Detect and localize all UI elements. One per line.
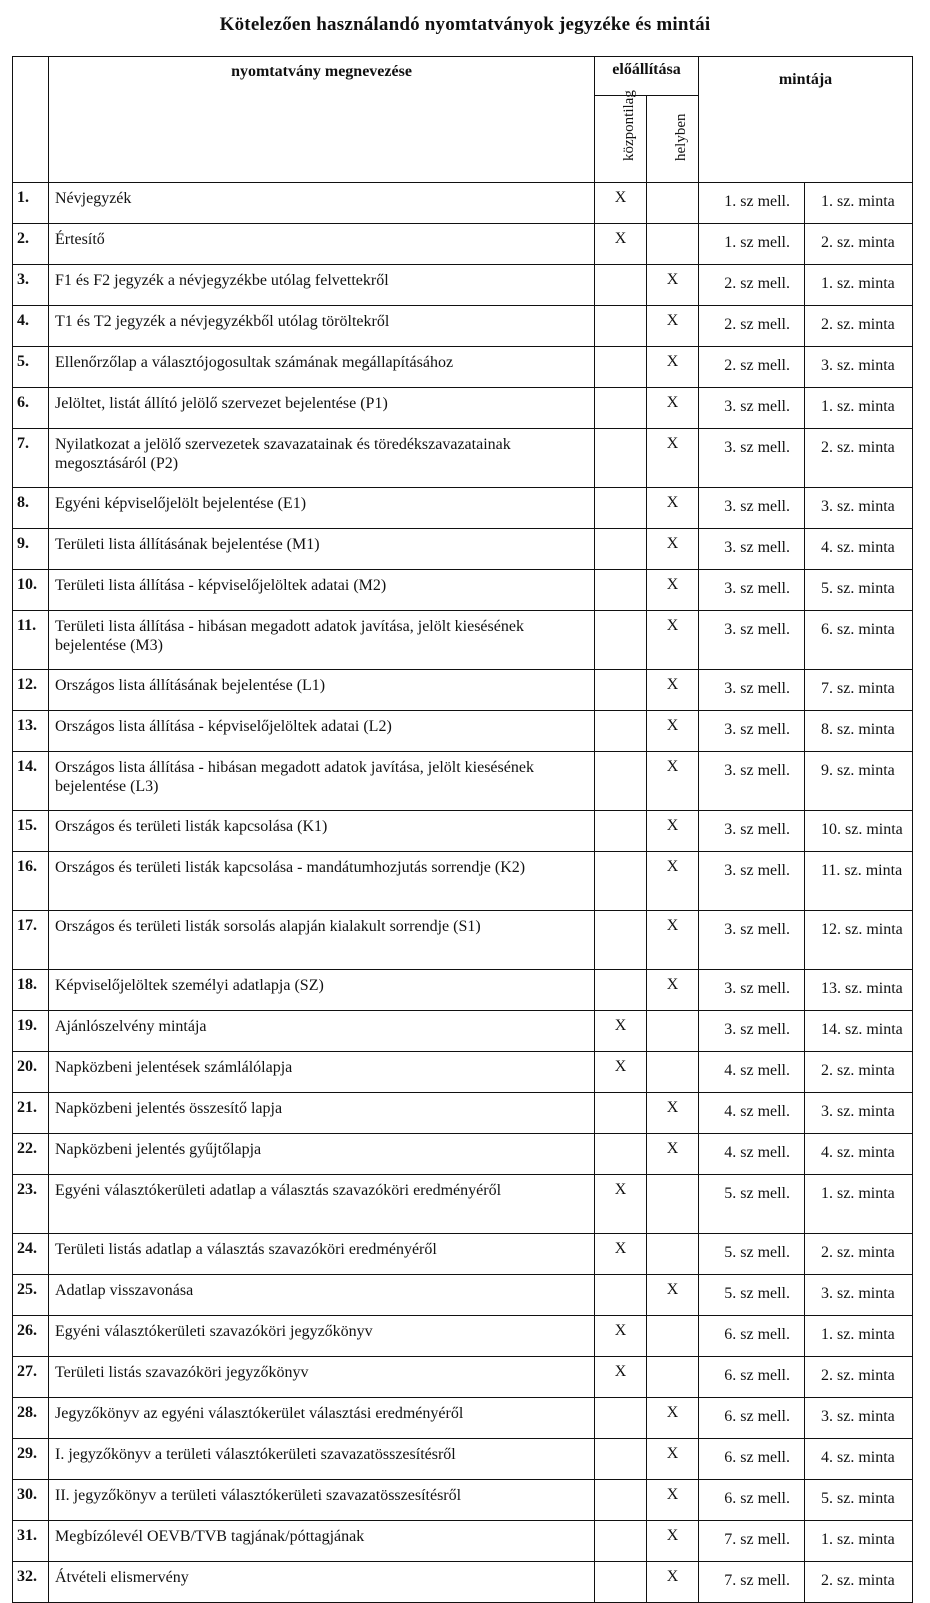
row-name: Ellenőrzőlap a választójogosultak számának megállapításához <box>49 347 595 388</box>
row-number: 12. <box>13 670 49 711</box>
row-sample: 3. sz. minta <box>805 347 913 388</box>
row-name: F1 és F2 jegyzék a névjegyzékbe utólag felvettekről <box>49 265 595 306</box>
table-row <box>13 1521 913 1562</box>
row-name: Területi listás szavazóköri jegyzőkönyv <box>49 1357 595 1398</box>
row-central: X <box>595 1234 647 1275</box>
row-name: Jegyzőkönyv az egyéni választókerület választási eredményéről <box>49 1398 595 1439</box>
row-number: 17. <box>13 911 49 970</box>
row-sample: 1. sz. minta <box>805 388 913 429</box>
header-number <box>13 57 49 183</box>
row-number: 19. <box>13 1011 49 1052</box>
row-annex: 5. sz mell. <box>699 1275 805 1316</box>
row-sample: 12. sz. minta <box>805 911 913 970</box>
row-annex: 3. sz mell. <box>699 570 805 611</box>
table-row <box>13 1275 913 1316</box>
row-sample: 7. sz. minta <box>805 670 913 711</box>
row-local: X <box>647 1093 699 1134</box>
row-annex: 7. sz mell. <box>699 1562 805 1603</box>
row-sample: 8. sz. minta <box>805 711 913 752</box>
row-central: X <box>595 1052 647 1093</box>
table-row <box>13 1052 913 1093</box>
row-sample: 3. sz. minta <box>805 1398 913 1439</box>
table-body <box>13 183 913 1603</box>
table-row <box>13 1398 913 1439</box>
row-central <box>595 1093 647 1134</box>
table-row <box>13 347 913 388</box>
row-central <box>595 1480 647 1521</box>
row-central: X <box>595 1011 647 1052</box>
row-number: 22. <box>13 1134 49 1175</box>
row-number: 1. <box>13 183 49 224</box>
row-sample: 5. sz. minta <box>805 570 913 611</box>
row-number: 14. <box>13 752 49 811</box>
row-sample: 2. sz. minta <box>805 429 913 488</box>
header-local: helyben <box>647 96 699 183</box>
row-annex: 3. sz mell. <box>699 388 805 429</box>
row-annex: 3. sz mell. <box>699 670 805 711</box>
row-name: Országos lista állításának bejelentése (L1) <box>49 670 595 711</box>
table-row <box>13 611 913 670</box>
table-row <box>13 570 913 611</box>
row-annex: 3. sz mell. <box>699 970 805 1011</box>
row-name: Adatlap visszavonása <box>49 1275 595 1316</box>
row-central <box>595 388 647 429</box>
header-name: nyomtatvány megnevezése <box>49 57 595 183</box>
row-central <box>595 429 647 488</box>
row-annex: 3. sz mell. <box>699 852 805 911</box>
row-central: X <box>595 1175 647 1234</box>
row-central: X <box>595 1357 647 1398</box>
table-row <box>13 388 913 429</box>
row-number: 24. <box>13 1234 49 1275</box>
row-number: 3. <box>13 265 49 306</box>
row-number: 27. <box>13 1357 49 1398</box>
row-number: 9. <box>13 529 49 570</box>
row-annex: 7. sz mell. <box>699 1521 805 1562</box>
row-central <box>595 970 647 1011</box>
row-annex: 3. sz mell. <box>699 429 805 488</box>
row-name: T1 és T2 jegyzék a névjegyzékből utólag töröltekről <box>49 306 595 347</box>
row-annex: 3. sz mell. <box>699 529 805 570</box>
row-number: 30. <box>13 1480 49 1521</box>
row-local: X <box>647 852 699 911</box>
row-name: Nyilatkozat a jelölő szervezetek szavazatainak és töredékszavazatainak megosztásáról (P2) <box>49 429 595 488</box>
row-name: Napközbeni jelentés összesítő lapja <box>49 1093 595 1134</box>
header-central: központilag <box>595 96 647 183</box>
row-local <box>647 1234 699 1275</box>
row-central <box>595 488 647 529</box>
row-sample: 5. sz. minta <box>805 1480 913 1521</box>
row-annex: 3. sz mell. <box>699 611 805 670</box>
row-central <box>595 347 647 388</box>
row-local: X <box>647 1275 699 1316</box>
table-row <box>13 183 913 224</box>
table-row <box>13 1234 913 1275</box>
row-local: X <box>647 611 699 670</box>
row-annex: 6. sz mell. <box>699 1398 805 1439</box>
row-annex: 4. sz mell. <box>699 1052 805 1093</box>
row-sample: 11. sz. minta <box>805 852 913 911</box>
row-annex: 6. sz mell. <box>699 1480 805 1521</box>
row-name: Országos lista állítása - hibásan megadott adatok javítása, jelölt kiesésének bejelentése (L3) <box>49 752 595 811</box>
row-number: 23. <box>13 1175 49 1234</box>
row-name: Országos lista állítása - képviselőjelöltek adatai (L2) <box>49 711 595 752</box>
row-name: Napközbeni jelentések számlálólapja <box>49 1052 595 1093</box>
row-central <box>595 1521 647 1562</box>
row-local: X <box>647 429 699 488</box>
row-local <box>647 183 699 224</box>
row-central <box>595 570 647 611</box>
row-central: X <box>595 224 647 265</box>
row-local <box>647 1357 699 1398</box>
row-annex: 5. sz mell. <box>699 1175 805 1234</box>
table-row <box>13 306 913 347</box>
row-sample: 1. sz. minta <box>805 1175 913 1234</box>
row-central <box>595 306 647 347</box>
row-sample: 3. sz. minta <box>805 1275 913 1316</box>
table-row <box>13 224 913 265</box>
row-local: X <box>647 911 699 970</box>
row-central <box>595 529 647 570</box>
row-local: X <box>647 1562 699 1603</box>
row-central <box>595 265 647 306</box>
row-number: 25. <box>13 1275 49 1316</box>
row-local: X <box>647 265 699 306</box>
row-local: X <box>647 306 699 347</box>
table-row <box>13 711 913 752</box>
row-annex: 3. sz mell. <box>699 488 805 529</box>
row-local: X <box>647 1439 699 1480</box>
table-row <box>13 429 913 488</box>
row-local <box>647 1011 699 1052</box>
row-number: 10. <box>13 570 49 611</box>
row-number: 2. <box>13 224 49 265</box>
page-title: Kötelezően használandó nyomtatványok jegyzéke és mintái <box>219 14 711 35</box>
row-name: Területi lista állítása - képviselőjelöltek adatai (M2) <box>49 570 595 611</box>
table-row <box>13 852 913 911</box>
row-sample: 2. sz. minta <box>805 1562 913 1603</box>
row-annex: 2. sz mell. <box>699 347 805 388</box>
row-local: X <box>647 488 699 529</box>
table-row <box>13 752 913 811</box>
row-local: X <box>647 670 699 711</box>
row-sample: 2. sz. minta <box>805 1052 913 1093</box>
table-row <box>13 1439 913 1480</box>
row-name: Napközbeni jelentés gyűjtőlapja <box>49 1134 595 1175</box>
row-name: Országos és területi listák sorsolás alapján kialakult sorrendje (S1) <box>49 911 595 970</box>
row-name: Területi listás adatlap a választás szavazóköri eredményéről <box>49 1234 595 1275</box>
row-number: 6. <box>13 388 49 429</box>
row-name: Egyéni választókerületi szavazóköri jegyzőkönyv <box>49 1316 595 1357</box>
row-name: Átvételi elismervény <box>49 1562 595 1603</box>
row-number: 26. <box>13 1316 49 1357</box>
row-annex: 1. sz mell. <box>699 183 805 224</box>
row-sample: 14. sz. minta <box>805 1011 913 1052</box>
row-central <box>595 1562 647 1603</box>
row-sample: 1. sz. minta <box>805 183 913 224</box>
row-central: X <box>595 183 647 224</box>
row-sample: 1. sz. minta <box>805 1521 913 1562</box>
table-row <box>13 970 913 1011</box>
row-annex: 3. sz mell. <box>699 752 805 811</box>
row-number: 29. <box>13 1439 49 1480</box>
row-number: 28. <box>13 1398 49 1439</box>
row-central <box>595 611 647 670</box>
row-name: Jelöltet, listát állító jelölő szervezet bejelentése (P1) <box>49 388 595 429</box>
row-name: Egyéni választókerületi adatlap a választás szavazóköri eredményéről <box>49 1175 595 1234</box>
row-central <box>595 1134 647 1175</box>
row-number: 32. <box>13 1562 49 1603</box>
row-local <box>647 224 699 265</box>
row-local: X <box>647 570 699 611</box>
row-number: 20. <box>13 1052 49 1093</box>
row-name: I. jegyzőkönyv a területi választókerületi szavazatösszesítésről <box>49 1439 595 1480</box>
row-annex: 3. sz mell. <box>699 811 805 852</box>
row-annex: 6. sz mell. <box>699 1316 805 1357</box>
row-name: Ajánlószelvény mintája <box>49 1011 595 1052</box>
row-sample: 1. sz. minta <box>805 1316 913 1357</box>
row-sample: 10. sz. minta <box>805 811 913 852</box>
row-central <box>595 811 647 852</box>
row-name: Képviselőjelöltek személyi adatlapja (SZ) <box>49 970 595 1011</box>
row-local: X <box>647 1480 699 1521</box>
row-name: Névjegyzék <box>49 183 595 224</box>
row-sample: 4. sz. minta <box>805 529 913 570</box>
row-number: 13. <box>13 711 49 752</box>
row-sample: 3. sz. minta <box>805 488 913 529</box>
table-row <box>13 1011 913 1052</box>
row-local <box>647 1175 699 1234</box>
row-number: 15. <box>13 811 49 852</box>
row-sample: 4. sz. minta <box>805 1134 913 1175</box>
row-annex: 5. sz mell. <box>699 1234 805 1275</box>
header-sample: mintája <box>699 57 913 183</box>
row-number: 21. <box>13 1093 49 1134</box>
table-row <box>13 670 913 711</box>
row-number: 18. <box>13 970 49 1011</box>
row-annex: 3. sz mell. <box>699 1011 805 1052</box>
row-name: Országos és területi listák kapcsolása - mandátumhozjutás sorrendje (K2) <box>49 852 595 911</box>
row-sample: 2. sz. minta <box>805 306 913 347</box>
row-central <box>595 1398 647 1439</box>
table-row <box>13 488 913 529</box>
row-name: Egyéni képviselőjelölt bejelentése (E1) <box>49 488 595 529</box>
row-number: 8. <box>13 488 49 529</box>
row-sample: 4. sz. minta <box>805 1439 913 1480</box>
row-central <box>595 911 647 970</box>
row-sample: 2. sz. minta <box>805 224 913 265</box>
forms-table <box>12 56 913 1603</box>
row-sample: 6. sz. minta <box>805 611 913 670</box>
row-number: 16. <box>13 852 49 911</box>
table-row <box>13 1175 913 1234</box>
row-sample: 9. sz. minta <box>805 752 913 811</box>
row-name: Megbízólevél OEVB/TVB tagjának/póttagjának <box>49 1521 595 1562</box>
row-local: X <box>647 711 699 752</box>
row-central <box>595 752 647 811</box>
row-local: X <box>647 1398 699 1439</box>
row-local <box>647 1316 699 1357</box>
table-row <box>13 265 913 306</box>
table-row <box>13 911 913 970</box>
table-row <box>13 1562 913 1603</box>
row-number: 7. <box>13 429 49 488</box>
row-central <box>595 1275 647 1316</box>
row-annex: 6. sz mell. <box>699 1357 805 1398</box>
row-annex: 1. sz mell. <box>699 224 805 265</box>
row-local: X <box>647 388 699 429</box>
row-central <box>595 670 647 711</box>
row-central <box>595 1439 647 1480</box>
table-row <box>13 1134 913 1175</box>
row-central: X <box>595 1316 647 1357</box>
row-name: Értesítő <box>49 224 595 265</box>
row-local: X <box>647 1134 699 1175</box>
row-sample: 1. sz. minta <box>805 265 913 306</box>
row-annex: 6. sz mell. <box>699 1439 805 1480</box>
table-row <box>13 1357 913 1398</box>
row-sample: 3. sz. minta <box>805 1093 913 1134</box>
row-number: 31. <box>13 1521 49 1562</box>
row-annex: 2. sz mell. <box>699 306 805 347</box>
row-local: X <box>647 970 699 1011</box>
row-local: X <box>647 529 699 570</box>
row-number: 5. <box>13 347 49 388</box>
table-row <box>13 529 913 570</box>
row-name: II. jegyzőkönyv a területi választókerületi szavazatösszesítésről <box>49 1480 595 1521</box>
row-local: X <box>647 811 699 852</box>
row-annex: 2. sz mell. <box>699 265 805 306</box>
row-annex: 3. sz mell. <box>699 911 805 970</box>
table-row <box>13 1316 913 1357</box>
row-local: X <box>647 347 699 388</box>
header-production: előállítása <box>595 57 699 96</box>
row-number: 4. <box>13 306 49 347</box>
row-sample: 13. sz. minta <box>805 970 913 1011</box>
row-local: X <box>647 752 699 811</box>
row-annex: 4. sz mell. <box>699 1134 805 1175</box>
table-row <box>13 1480 913 1521</box>
row-sample: 2. sz. minta <box>805 1234 913 1275</box>
row-annex: 4. sz mell. <box>699 1093 805 1134</box>
row-number: 11. <box>13 611 49 670</box>
row-annex: 3. sz mell. <box>699 711 805 752</box>
row-local <box>647 1052 699 1093</box>
row-name: Országos és területi listák kapcsolása (K1) <box>49 811 595 852</box>
row-central <box>595 711 647 752</box>
row-central <box>595 852 647 911</box>
table-row <box>13 811 913 852</box>
row-local: X <box>647 1521 699 1562</box>
row-name: Területi lista állítása - hibásan megadott adatok javítása, jelölt kiesésének bejelentése (M3) <box>49 611 595 670</box>
row-name: Területi lista állításának bejelentése (M1) <box>49 529 595 570</box>
table-row <box>13 1093 913 1134</box>
row-sample: 2. sz. minta <box>805 1357 913 1398</box>
